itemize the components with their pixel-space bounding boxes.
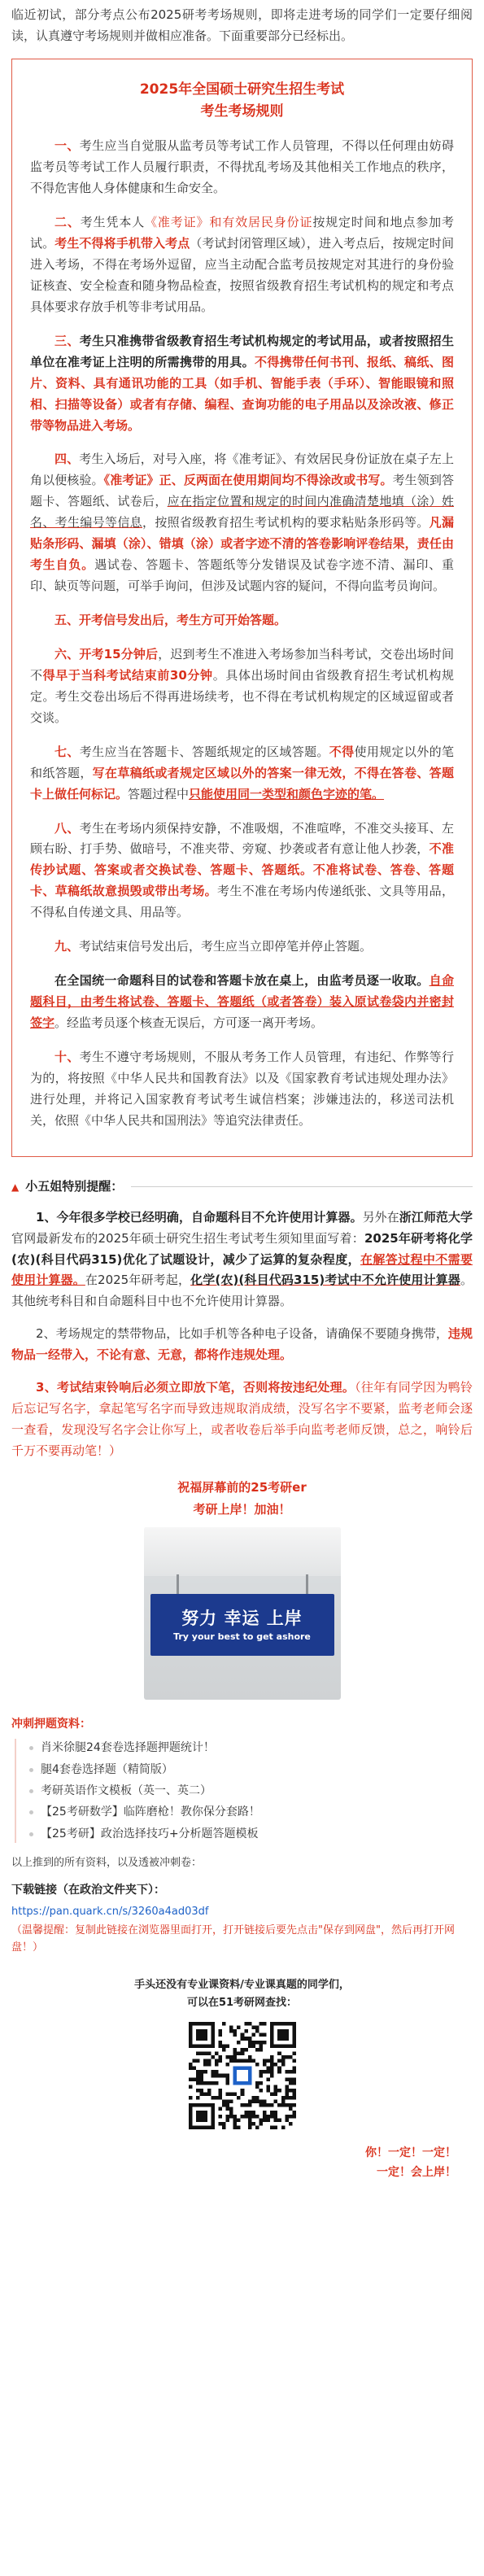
photo-banner-pole-right bbox=[306, 1574, 308, 1596]
blessing-line2: 考研上岸！加油！ bbox=[193, 1501, 291, 1517]
rule-2: 二、考生凭本人《准考证》和有效居民身份证按规定时间和地点参加考试。考生不得将手机带入考点（考试封闭管理区域），进入考点后，按规定时间进入考场，不得在考场外逗留，应当主动配合监考员按规定对其进行的身份验证核查、安全检查和随身物品检查，按照省级教育招生考试机构的规定和考点具体要求存放手机等非考试用品。 bbox=[30, 215, 454, 314]
photo-ceiling bbox=[144, 1527, 341, 1576]
final-cheer-line2: 一定！会上岸！ bbox=[377, 2165, 456, 2179]
rules-title bbox=[30, 79, 454, 123]
tip-1: 1、今年很多学校已经明确，自命题科目不允许使用计算器。另外在浙江师范大学官网最新发布的2025年硕士研究生招生考试考生须知里面写着：2025年研考将化学(农)(科目代码315)优化了试题设计，减少了运算的复杂程度，在解答过程中不需要使用计算器。在2025年研考起，化学(农)(科目代码315)考试中不允许使用计算器。其他统考科目和自命题科目中也不允许使用计算器。 bbox=[11, 1209, 473, 1309]
qr-code-icon[interactable] bbox=[189, 2022, 296, 2129]
download-link-label: 下载链接（在政治文件夹下）： bbox=[11, 1883, 165, 1897]
sign-note-line1: 手头还没有专业课资料/专业课真题的同学们， bbox=[134, 1978, 350, 1991]
tips-heading-text: 小五姐特别提醒： bbox=[25, 1178, 124, 1194]
download-warning: （温馨提醒：复制此链接在浏览器里面打开，打开链接后要先点击"保存到网盘"，然后再打开网盘！） bbox=[11, 1924, 455, 1954]
resource-item[interactable]: 【25考研数学】临阵磨枪！教你保分套路！ bbox=[28, 1803, 473, 1821]
rule-9b: 在全国统一命题科目的试卷和答题卡放在桌上，由监考员逐一收取。自命题科目，由考生将试卷、答题卡、答题纸（或者答卷）装入原试卷袋内并密封签字。经监考员逐个核查无误后，方可逐一离开考场。 bbox=[30, 973, 454, 1030]
intro-paragraph: 临近初试，部分考点公布2025研考考场规则，即将走进考场的同学们一定要仔细阅读，认真遵守考场规则并做相应准备。下面重要部分已经标出。 bbox=[11, 7, 473, 43]
tips-heading-divider bbox=[131, 1186, 473, 1187]
rule-5: 五、开考信号发出后，考生方可开始答题。 bbox=[55, 613, 287, 627]
resources-list bbox=[15, 1739, 473, 1843]
rule-7: 七、考生应当在答题卡、答题纸规定的区域答题。不得使用规定以外的笔和纸答题，写在草稿纸或者规定区域以外的答案一律无效，不得在答卷、答题卡上做任何标记。答题过程中只能使用同一类型和颜色字迹的笔。 bbox=[30, 744, 454, 801]
rule-1: 一、考生应当自觉服从监考员等考试工作人员管理，不得以任何理由妨碍监考员等考试工作人员履行职责，不得扰乱考场及其他相关工作地点的秩序，不得危害他人身体健康和生命安全。 bbox=[30, 138, 454, 196]
photo-banner-pole-left bbox=[177, 1574, 179, 1596]
rule-9: 九、考试结束信号发出后，考生应当立即停笔并停止答题。 bbox=[55, 939, 373, 954]
links-prompt: 以上推到的所有资料，以及透被冲刺卷： bbox=[11, 1857, 203, 1870]
rule-6: 六、开考15分钟后，迟到考生不准进入考场参加当科考试，交卷出场时间不得早于当科考试结束前30分钟。具体出场时间由省级教育招生考试机构规定。考生交卷出场后不得再进场续考，也不得在考试机构规定的区域逗留或者交谈。 bbox=[30, 646, 455, 725]
tips-heading bbox=[11, 1177, 473, 1198]
rules-title-line1: 2025年全国硕士研究生招生考试 bbox=[139, 81, 345, 98]
rule-10: 十、考生不遵守考场规则，不服从考务工作人员管理，有违纪、作弊等行为的，将按照《中华人民共和国教育法》以及《国家教育考试违规处理办法》进行处理，并将记入国家教育考试考生诚信档案；涉嫌违法的，移送司法机关，依照《中华人民共和国刑法》等追究法律责任。 bbox=[30, 1049, 454, 1128]
resource-item[interactable]: 【25考研】政治选择技巧+分析题答题模板 bbox=[28, 1825, 473, 1843]
rule-3: 三、考生只准携带省级教育招生考试机构规定的考试用品，或者按照招生单位在准考证上注明的所需携带的用具。不得携带任何书刊、报纸、稿纸、图片、资料、具有通讯功能的工具（如手机、智能手表（手环）、智能眼镜和照相、扫描等设备）或者有存储、编程、查询功能的电子用品以及涂改液、修正带等物品进入考场。 bbox=[30, 333, 454, 433]
resource-item[interactable]: 考研英语作文模板（英一、英二） bbox=[28, 1782, 473, 1800]
rule-4: 四、考生入场后，对号入座，将《准考证》、有效居民身份证放在桌子左上角以便核验。《准考证》正、反两面在使用期间均不得涂改或书写。考生领到答题卡、答题纸、试卷后，应在指定位置和规定的时间内准确清楚地填（涂）姓名、考生编号等信息，按照省级教育招生考试机构的要求粘贴条形码等。凡漏贴条形码、漏填（涂）、错填（涂）或者字迹不清的答卷影响评卷结果，责任由考生自负。遇试卷、答题卡、答题纸等分发错误及试卷字迹不清、漏印、重印、缺页等问题，可举手询问，但涉及试题内容的疑问，不得向监考员询问。 bbox=[30, 452, 454, 594]
sign-note bbox=[11, 1976, 473, 2012]
blessing bbox=[11, 1477, 473, 1521]
resource-item[interactable]: 腿4套卷选择题（精简版） bbox=[28, 1761, 473, 1779]
rules-box bbox=[11, 59, 473, 1157]
rule-8: 八、考生在考场内须保持安静，不准吸烟，不准喧哗，不准交头接耳、左顾右盼、打手势、做暗号，不准夹带、旁窥、抄袭或者有意让他人抄袭，不准传抄试题、答案或者交换试卷、答题卡、答题纸。不准将试卷、答卷、答题卡、草稿纸故意损毁或带出考场。考生不准在考场内传递纸张、文具等用品，不得私自传递文具、用品等。 bbox=[30, 820, 454, 920]
tip-2: 2、考场规定的禁带物品，比如手机等各种电子设备，请确保不要随身携带，违规物品一经带入，不论有意、无意，都将作违规处理。 bbox=[11, 1326, 473, 1363]
tip-3: 3、考试结束铃响后必须立即放下笔，否则将按违纪处理。（往年有同学因为鸭铃后忘记写名字，拿起笔写名字而导致违规取消成绩，没写名字不要紧，监考老师会逐一查看，发现没写名字会让你写上，或者收卷后举手向监考老师反馈，总之，响铃后千万不要再动笔！） bbox=[11, 1380, 473, 1458]
final-cheer-line1: 你！一定！一定！ bbox=[365, 2146, 456, 2160]
download-link[interactable]: https://pan.quark.cn/s/3260a4ad03df bbox=[11, 1905, 209, 1918]
photo-banner-cn: 努力 幸运 上岸 bbox=[181, 1608, 303, 1628]
resource-item[interactable]: 肖米徐腿24套卷选择题押题统计！ bbox=[28, 1739, 473, 1757]
sign-note-line2: 可以在51考研网查找： bbox=[186, 1996, 298, 2009]
resources-title: 冲刺押题资料： bbox=[11, 1717, 91, 1731]
final-cheer bbox=[11, 2144, 473, 2183]
triangle-icon: ▲ bbox=[11, 1181, 20, 1193]
qr-code-box bbox=[11, 2022, 473, 2129]
photo-banner-en: Try your best to get ashore bbox=[173, 1631, 311, 1642]
motivation-photo bbox=[144, 1527, 341, 1700]
rules-title-line2: 考生考场规则 bbox=[200, 103, 284, 120]
blessing-line1: 祝福屏幕前的25考研er bbox=[177, 1479, 307, 1495]
photo-banner bbox=[150, 1594, 334, 1656]
